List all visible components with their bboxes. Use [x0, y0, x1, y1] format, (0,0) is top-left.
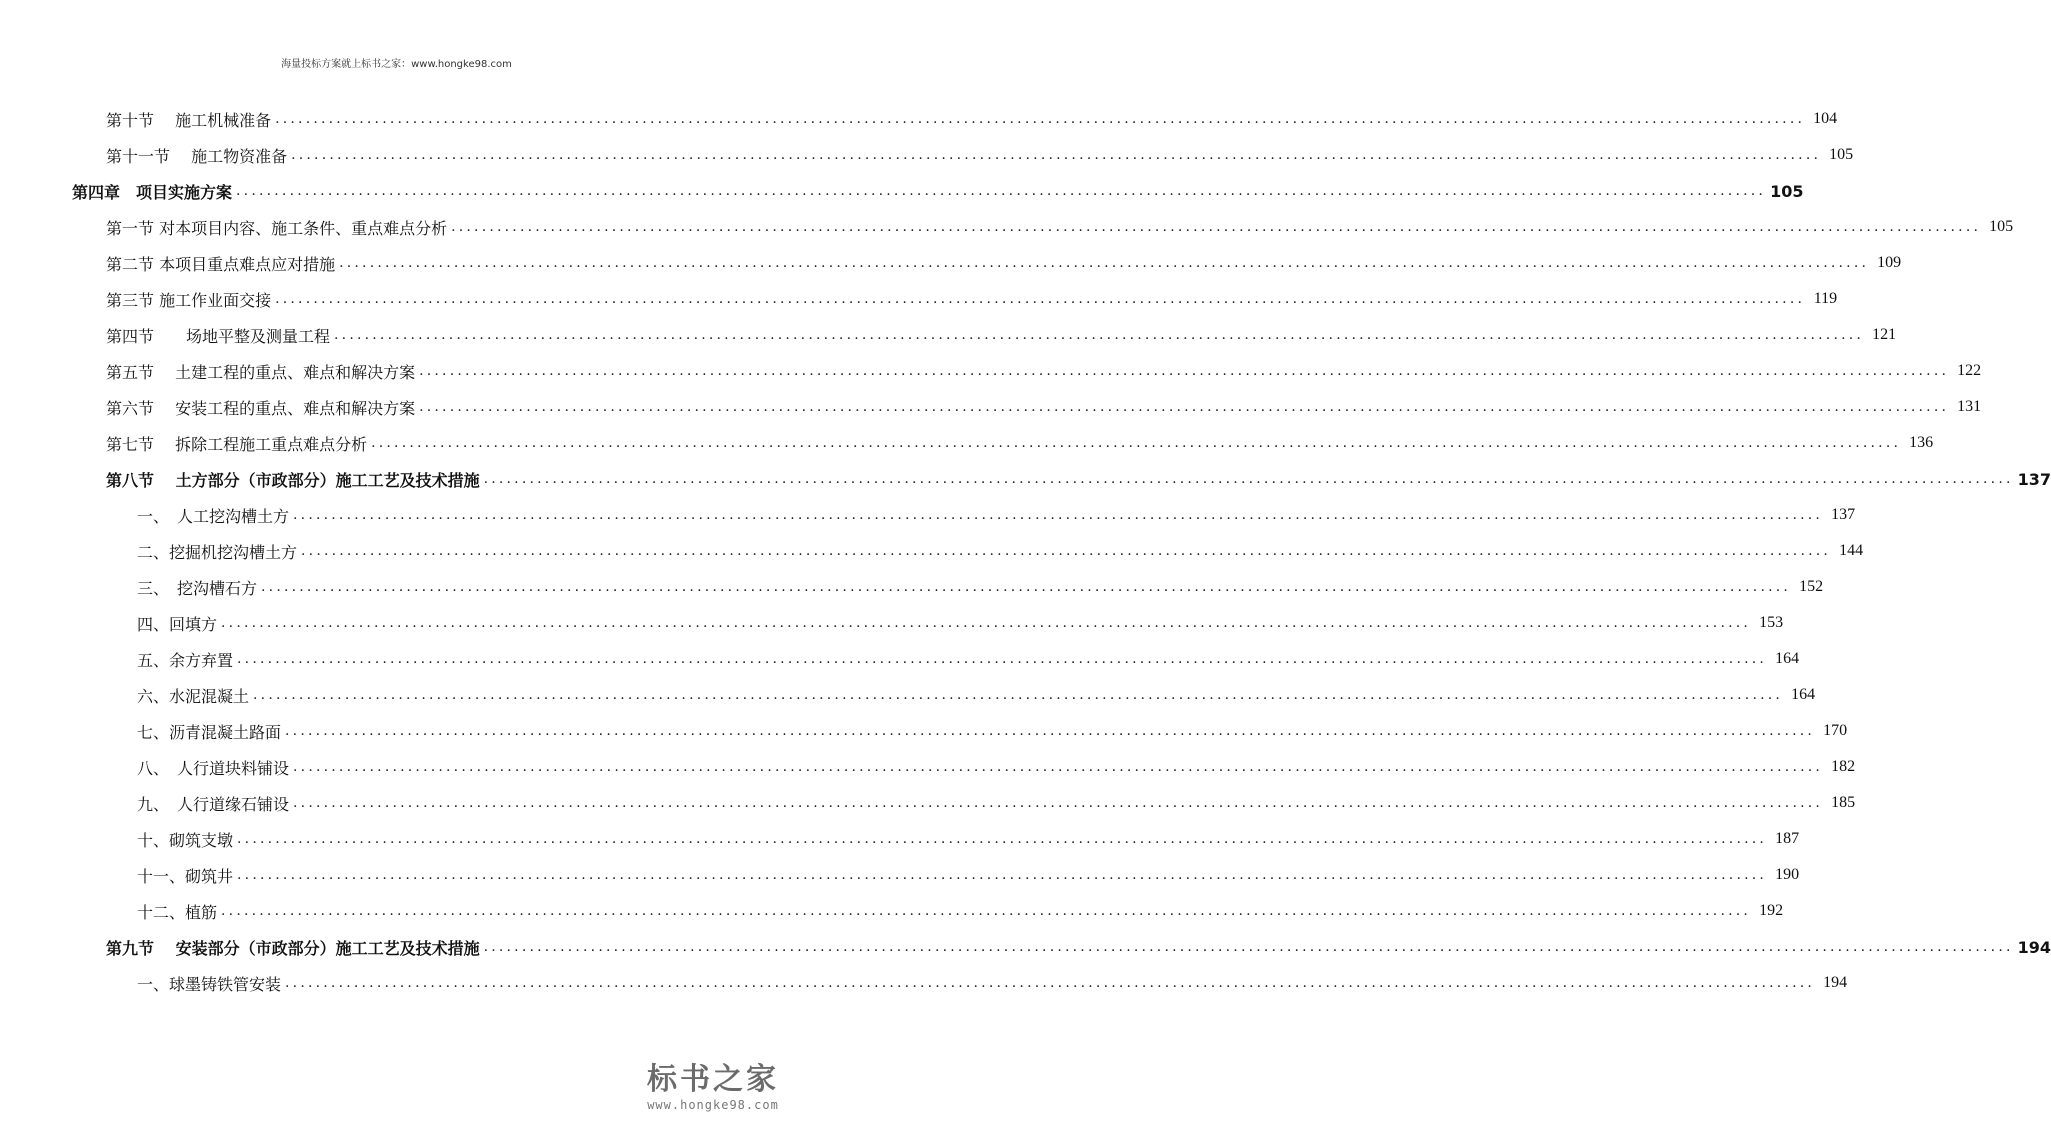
- toc-entry[interactable]: [106, 212, 2014, 242]
- toc-entry[interactable]: [137, 572, 1824, 602]
- toc-leader-dots: ........................................................................................................................................................................................................: [221, 903, 1752, 919]
- toc-entry-page-number: 137: [2017, 469, 2051, 489]
- toc-entry-page-number: 152: [1799, 578, 1824, 595]
- toc-entry[interactable]: [106, 356, 1982, 386]
- toc-entry-title: 第六节 安装工程的重点、难点和解决方案: [106, 398, 416, 418]
- toc-entry-title: 第二节 本项目重点难点应对措施: [106, 254, 336, 274]
- toc-entry-page-number: 122: [1957, 362, 1982, 379]
- toc-entry[interactable]: [137, 500, 1856, 530]
- toc-entry-page-number: 105: [1829, 146, 1854, 163]
- toc-leader-dots: ........................................................................................................................................................................................................: [293, 507, 1824, 523]
- toc-entry-title: 五、余方弃置: [137, 650, 234, 670]
- toc-entry-page-number: 119: [1813, 290, 1838, 307]
- toc-entry-page-number: 131: [1957, 398, 1982, 415]
- toc-entry-title: 十、砌筑支墩: [137, 830, 234, 850]
- toc-entry-page-number: 187: [1775, 830, 1800, 847]
- toc-leader-dots: ........................................................................................................................................................................................................: [237, 651, 1768, 667]
- toc-entry[interactable]: [137, 536, 1864, 566]
- toc-entry[interactable]: [137, 716, 1848, 746]
- toc-entry[interactable]: [137, 896, 1784, 926]
- toc-entry-title: 第九节 安装部分（市政部分）施工工艺及技术措施: [106, 938, 480, 958]
- toc-entry[interactable]: [106, 320, 1897, 350]
- toc-leader-dots: ........................................................................................................................................................................................................: [275, 291, 1806, 307]
- toc-entry-title: 四、回填方: [137, 614, 218, 634]
- toc-entry-title: 第一节 对本项目内容、施工条件、重点难点分析: [106, 218, 448, 238]
- toc-entry-page-number: 109: [1877, 254, 1902, 271]
- toc-entry[interactable]: [106, 140, 1854, 170]
- toc-entry[interactable]: [72, 176, 1804, 206]
- toc-leader-dots: ........................................................................................................................................................................................................: [419, 363, 1950, 379]
- toc-leader-dots: ........................................................................................................................................................................................................: [419, 399, 1950, 415]
- toc-entry-title: 六、水泥混凝土: [137, 686, 250, 706]
- toc-entry[interactable]: [106, 392, 1982, 422]
- toc-entry-title: 一、球墨铸铁管安装: [137, 974, 282, 994]
- toc-entry-page-number: 185: [1831, 794, 1856, 811]
- toc-leader-dots: ........................................................................................................................................................................................................: [237, 867, 1768, 883]
- toc-entry-page-number: 192: [1759, 902, 1784, 919]
- toc-entry-page-number: 164: [1791, 686, 1816, 703]
- toc-entry[interactable]: [137, 680, 1816, 710]
- toc-leader-dots: ........................................................................................................................................................................................................: [483, 939, 2014, 955]
- toc-leader-dots: ........................................................................................................................................................................................................: [301, 543, 1832, 559]
- toc-entry[interactable]: [137, 788, 1856, 818]
- toc-entry-page-number: 164: [1775, 650, 1800, 667]
- toc-entry-title: 十二、植筋: [137, 902, 218, 922]
- toc-entry-page-number: 105: [1770, 181, 1804, 201]
- page-header: 海量投标方案就上标书之家：www.hongke98.com: [281, 59, 512, 70]
- toc-entry-title: 第十一节 施工物资准备: [106, 146, 288, 166]
- toc-entry[interactable]: [137, 860, 1800, 890]
- toc-entry-title: 三、 挖沟槽石方: [137, 578, 258, 598]
- toc-entry[interactable]: [106, 284, 1838, 314]
- toc-entry-title: 十一、砌筑井: [137, 866, 234, 886]
- logo-name: 标书之家: [647, 1062, 779, 1097]
- toc-entry-page-number: 105: [1989, 218, 2014, 235]
- toc-entry-page-number: 170: [1823, 722, 1848, 739]
- toc-entry-title: 第五节 土建工程的重点、难点和解决方案: [106, 362, 416, 382]
- toc-entry-title: 第四节 场地平整及测量工程: [106, 326, 331, 346]
- toc-entry-title: 一、 人工挖沟槽土方: [137, 506, 290, 526]
- toc-entry-page-number: 182: [1831, 758, 1856, 775]
- brand-logo: [647, 1062, 779, 1112]
- toc-leader-dots: ........................................................................................................................................................................................................: [253, 687, 1784, 703]
- toc-leader-dots: ........................................................................................................................................................................................................: [293, 795, 1824, 811]
- toc-entry[interactable]: [137, 644, 1800, 674]
- toc-leader-dots: ........................................................................................................................................................................................................: [291, 147, 1822, 163]
- toc-entry[interactable]: [106, 104, 1838, 134]
- toc-entry-title: 第十节 施工机械准备: [106, 110, 272, 130]
- toc-entry-page-number: 144: [1839, 542, 1864, 559]
- toc-entry-page-number: 194: [2017, 937, 2051, 957]
- toc-entry-page-number: 194: [1823, 974, 1848, 991]
- toc-entry-title: 第八节 土方部分（市政部分）施工工艺及技术措施: [106, 470, 480, 490]
- toc-entry[interactable]: [137, 752, 1856, 782]
- toc-leader-dots: ........................................................................................................................................................................................................: [483, 471, 2014, 487]
- toc-entry-title: 八、 人行道块料铺设: [137, 758, 290, 778]
- toc-entry[interactable]: [137, 608, 1784, 638]
- toc-leader-dots: ........................................................................................................................................................................................................: [285, 975, 1816, 991]
- toc-entry-title: 第三节 施工作业面交接: [106, 290, 272, 310]
- toc-entry[interactable]: [137, 824, 1800, 854]
- toc-entry[interactable]: [106, 464, 2051, 494]
- toc-entry-page-number: 137: [1831, 506, 1856, 523]
- toc-entry[interactable]: [106, 428, 1934, 458]
- toc-entry-page-number: 153: [1759, 614, 1784, 631]
- toc-entry-page-number: 190: [1775, 866, 1800, 883]
- toc-leader-dots: ........................................................................................................................................................................................................: [339, 255, 1870, 271]
- toc-entry[interactable]: [106, 248, 1902, 278]
- toc-leader-dots: ........................................................................................................................................................................................................: [236, 183, 1767, 199]
- toc-leader-dots: ........................................................................................................................................................................................................: [285, 723, 1816, 739]
- toc-entry-title: 第四章 项目实施方案: [72, 182, 233, 202]
- logo-url: www.hongke98.com: [647, 1098, 779, 1112]
- toc-leader-dots: ........................................................................................................................................................................................................: [237, 831, 1768, 847]
- toc-leader-dots: ........................................................................................................................................................................................................: [221, 615, 1752, 631]
- toc-entry-title: 第七节 拆除工程施工重点难点分析: [106, 434, 368, 454]
- toc-leader-dots: ........................................................................................................................................................................................................: [261, 579, 1792, 595]
- toc-leader-dots: ........................................................................................................................................................................................................: [275, 111, 1806, 127]
- toc-entry[interactable]: [106, 932, 2051, 962]
- toc-entry-title: 二、挖掘机挖沟槽土方: [137, 542, 298, 562]
- toc-entry-title: 七、沥青混凝土路面: [137, 722, 282, 742]
- toc-leader-dots: ........................................................................................................................................................................................................: [334, 327, 1865, 343]
- toc-entry-page-number: 136: [1909, 434, 1934, 451]
- toc-entry-page-number: 121: [1872, 326, 1897, 343]
- toc-leader-dots: ........................................................................................................................................................................................................: [293, 759, 1824, 775]
- toc-leader-dots: ........................................................................................................................................................................................................: [371, 435, 1902, 451]
- toc-leader-dots: ........................................................................................................................................................................................................: [451, 219, 1982, 235]
- toc-entry-title: 九、 人行道缘石铺设: [137, 794, 290, 814]
- toc-entry[interactable]: [137, 968, 1848, 998]
- toc-entry-page-number: 104: [1813, 110, 1838, 127]
